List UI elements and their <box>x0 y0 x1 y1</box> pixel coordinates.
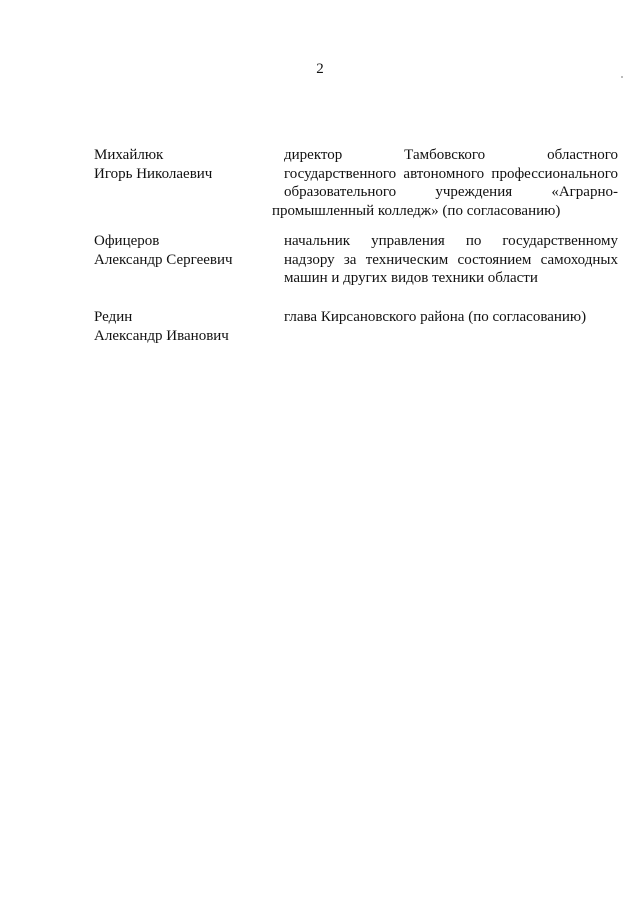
role-line: начальник управления по государственному <box>284 233 618 249</box>
page-number: 2 <box>316 61 324 77</box>
role-line: директор Тамбовского областного <box>284 147 618 163</box>
role-line: надзору за техническим состоянием самоходных <box>284 251 618 268</box>
member-name <box>94 308 264 346</box>
member-surname: Михайлюк <box>94 147 164 163</box>
member-name <box>94 232 264 270</box>
member-surname: Редин <box>94 309 133 325</box>
scan-artifact <box>621 76 623 78</box>
role-line: образовательного учреждения «Аграрно- <box>284 184 618 200</box>
role-line: промышленный колледж» (по согласованию) <box>272 202 561 219</box>
member-given-names: Игорь Николаевич <box>94 166 213 182</box>
member-role <box>272 146 618 220</box>
role-line: государственного автономного профессионального <box>284 165 618 182</box>
member-given-names: Александр Сергеевич <box>94 252 233 268</box>
member-surname: Офицеров <box>94 233 160 249</box>
role-line: машин и других видов техники области <box>284 270 538 286</box>
role-line: глава Кирсановского района (по согласованию) <box>284 309 587 325</box>
member-role <box>284 232 618 288</box>
member-role <box>284 308 618 327</box>
member-given-names: Александр Иванович <box>94 328 229 344</box>
member-name <box>94 146 264 184</box>
